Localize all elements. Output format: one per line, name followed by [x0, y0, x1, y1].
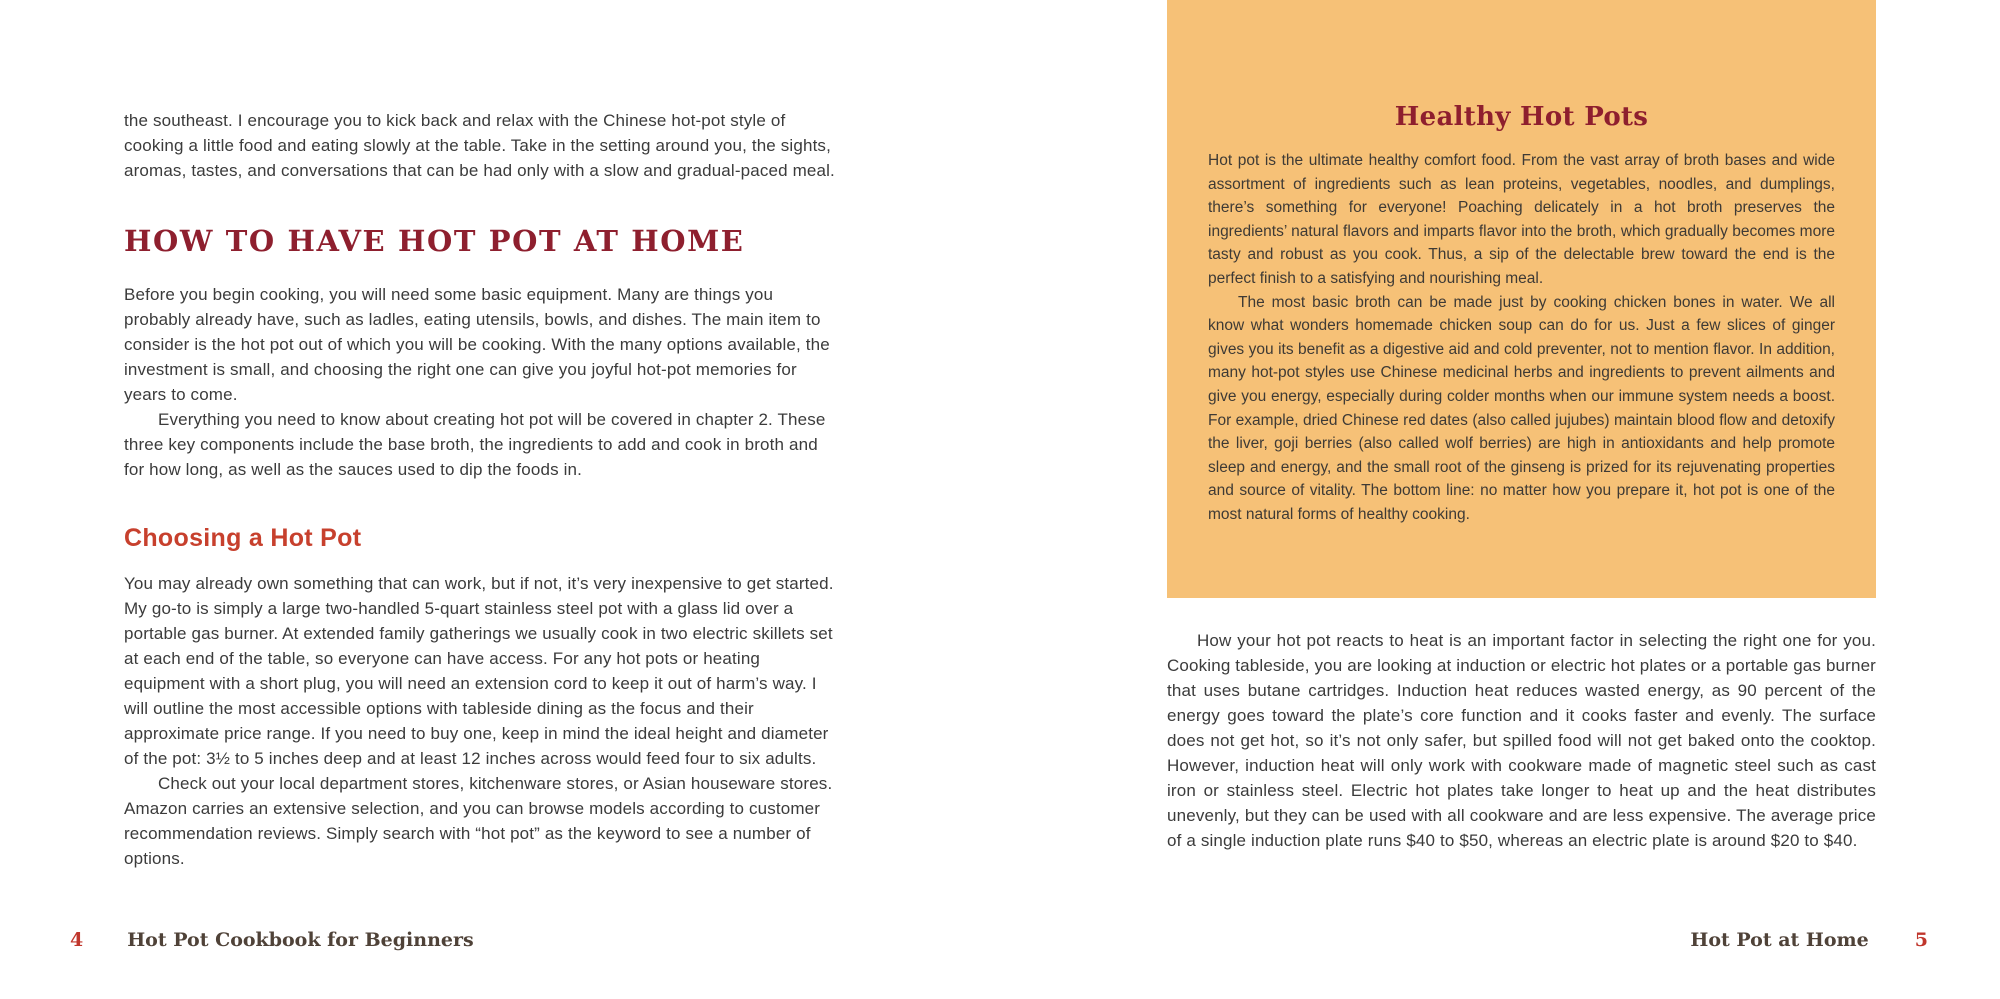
- chapter-title-footer: Hot Pot at Home: [1690, 929, 1869, 951]
- left-page-footer: [70, 929, 474, 951]
- callout-paragraph: The most basic broth can be made just by cooking chicken bones in water. We all know what wonders homemade chicken soup can do for us. Just a few slices of ginger gives you its benefit as a digestive aid and cold preventer, not to mention flavor. In addition, many hot-pot styles use Chinese medicinal herbs and ingredients to prevent ailments and give you energy, especially during colder months when our immune system needs a boost. For example, dried Chinese red dates (also called jujubes) maintain blood flow and detoxify the liver, goji berries (also called wolf berries) are high in antioxidants and help promote sleep and energy, and the small root of the ginseng is prized for its rejuvenating properties and source of vitality. The bottom line: no matter how you prepare it, hot pot is one of the most natural forms of healthy cooking.: [1208, 293, 1835, 523]
- left-page-column: [124, 108, 838, 871]
- page-number-left: 4: [70, 929, 84, 951]
- section-heading: HOW TO HAVE HOT POT AT HOME: [124, 224, 745, 258]
- callout-body: [1208, 149, 1835, 527]
- right-page-body: [1167, 628, 1876, 853]
- body-paragraph: How your hot pot reacts to heat is an important factor in selecting the right one for you. Cooking tableside, you are looking at induction or electric hot plates or a portable gas burner that uses butane cartridges. Induction heat reduces wasted energy, as 90 percent of the energy goes toward the plate’s core function and it cooks faster and evenly. The surface does not get hot, so it’s not only safer, but spilled food will not get baked onto the cooktop. However, induction heat will only work with cookware made of magnetic steel such as cast iron or stainless steel. Electric hot plates take longer to heat up and the heat distributes unevenly, but they can be used with all cookware and are less expensive. The average price of a single induction plate runs $40 to $50, whereas an electric plate is around $20 to $40.: [1167, 631, 1876, 850]
- body-paragraph: Before you begin cooking, you will need some basic equipment. Many are things you probably already have, such as ladles, eating utensils, bowls, and dishes. The main item to consider is the hot pot out of which you will be cooking. With the many options available, the investment is small, and choosing the right one can give you joyful hot-pot memories for years to come.: [124, 285, 830, 404]
- callout-paragraph: Hot pot is the ultimate healthy comfort food. From the vast array of broth bases and wide assortment of ingredients such as lean proteins, vegetables, noodles, and dumplings, there’s something for everyone! Poaching delicately in a hot broth preserves the ingredients’ natural flavors and imparts flavor into the broth, which gradually becomes more tasty and robust as you cook. Thus, a sip of the delectable brew toward the end is the perfect finish to a satisfying and nourishing meal.: [1208, 152, 1835, 287]
- body-paragraph: Check out your local department stores, kitchenware stores, or Asian houseware stores. Amazon carries an extensive selection, and you can browse models according to customer recommendation reviews. Simply search with “hot pot” as the keyword to see a number of options.: [124, 774, 833, 868]
- subsection-heading: Choosing a Hot Pot: [124, 524, 362, 552]
- body-paragraph: Everything you need to know about creating hot pot will be covered in chapter 2. These three key components include the base broth, the ingredients to add and cook in broth and for how long, as well as the sauces used to dip the foods in.: [124, 410, 826, 479]
- continued-paragraph: the southeast. I encourage you to kick back and relax with the Chinese hot-pot style of cooking a little food and eating slowly at the table. Take in the setting around you, the sights, aromas, tastes, and conversations that can be had only with a slow and gradual-paced meal.: [124, 111, 835, 180]
- page-number-right: 5: [1914, 929, 1928, 951]
- right-page-footer: [1690, 929, 1928, 951]
- book-title-footer: Hot Pot Cookbook for Beginners: [127, 929, 474, 951]
- callout-title: Healthy Hot Pots: [1394, 102, 1649, 132]
- healthy-hot-pots-callout: [1167, 0, 1876, 598]
- body-paragraph: You may already own something that can work, but if not, it’s very inexpensive to get started. My go-to is simply a large two-handled 5-quart stainless steel pot with a glass lid over a portable gas burner. At extended family gatherings we usually cook in two electric skillets set at each end of the table, so everyone can have access. For any hot pots or heating equipment with a short plug, you will need an extension cord to keep it out of harm’s way. I will outline the most accessible options with tableside dining as the focus and their approximate price range. If you need to buy one, keep in mind the ideal height and diameter of the pot: 3½ to 5 inches deep and at least 12 inches across would feed four to six adults.: [124, 574, 834, 768]
